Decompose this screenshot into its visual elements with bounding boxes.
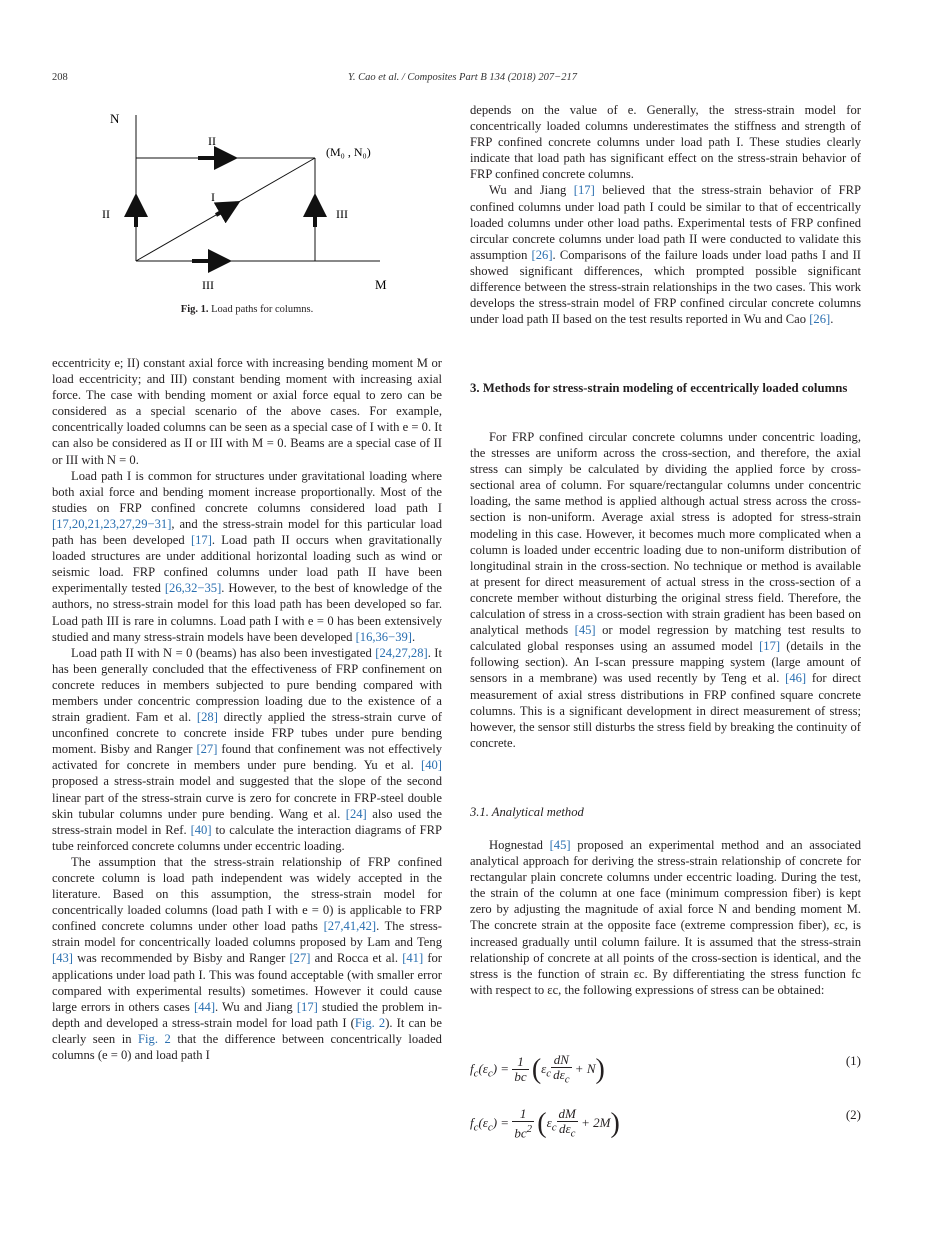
section-3-1-heading: 3.1. Analytical method bbox=[470, 805, 584, 819]
point-label: (M₀ , N₀) bbox=[326, 145, 371, 159]
right-paragraph-1: depends on the value of e. Generally, the stress-strain model for concentrically loaded columns underestimates the stiffness and strength of FRP confined concrete columns under load path I. These studies clearly indicate that load path has significant effect on the stress-strain behavior of FRP confined concrete columns. bbox=[470, 103, 861, 182]
label-diagonal: I bbox=[211, 190, 215, 204]
citation-link[interactable]: [17] bbox=[296, 999, 318, 1014]
right-column-section31 bbox=[470, 837, 861, 998]
citation-link[interactable]: [26] bbox=[531, 247, 553, 262]
label-top: II bbox=[208, 134, 216, 148]
citation-link[interactable]: [27] bbox=[289, 951, 311, 966]
equation-2 bbox=[470, 1098, 861, 1141]
equation-1 bbox=[470, 1044, 861, 1086]
axis-n-label: N bbox=[110, 111, 120, 126]
page-number: 208 bbox=[52, 72, 68, 83]
figure-link[interactable]: Fig. 2 bbox=[354, 1015, 386, 1030]
equation-1-expression: $f_c(\varepsilon_c)$ = $\frac{1}{bc}$ ($\varepsilon_c$ $\frac{dN}{d\varepsilon_c}$ + N) bbox=[470, 1052, 605, 1086]
load-path-figure bbox=[90, 105, 410, 300]
citation-link[interactable]: [17,20,21,23,27,29−31] bbox=[52, 516, 172, 531]
figure-link[interactable]: Fig. 2 bbox=[138, 1031, 171, 1046]
section-3-heading: 3. Methods for stress-strain modeling of eccentrically loaded columns bbox=[470, 381, 848, 395]
right-paragraph-3: For FRP confined circular concrete columns under concentric loading, the stresses are uniform across the cross-section, and therefore, the axial stress can simply be calculated by dividing the applied force by cross-sectional area of column. For square/rectangular columns under concentric loading, the same method is applied although actual stress across the cross-section is non-uniform. Average axial stress is adopted for stress-strain modeling in this case. However, it becomes much more complicated when a column is loaded under eccentric loading due to non-uniform distribution of longitudinal strain in the cross-section. No technique or method is available at present for direct measurement of actual stress in the cross-section of a concrete member without disturbing the original stress field. Therefore, the calculation of stress in a cross-section with strain gradient has been based on analytical methods [45] or model regression by matching test results to calculated global responses using an assumed model [17] (details in the following section). An I-scan pressure mapping system (large amount of sensors in a membrane) was used recently by Teng et al. [46] for direct measurement of axial stress distributions in FRP confined square concrete columns. This is a significant development in direct measurement of stress; however, the sensor still disturbs the stress field by breaking the continuity of concrete. bbox=[470, 430, 861, 750]
citation-link[interactable]: [45] bbox=[574, 623, 596, 638]
left-paragraph-2: Load path I is common for structures under gravitational loading where both axial force and bending moment increase proportionally. Most of the studies on FRP confined concrete columns considered load path I [17,20,21,23,27,29−31], and the stress-strain model for this particular load path has been developed [17]. Load path II occurs when gravitationally loaded structures are under additional horizontal loading such as wind or seismic load. FRP confined columns under load path II have been experimentally tested [26,32−35]. However, to the best of knowledge of the authors, no stress-strain model for this load path has been developed so far. Load path III is rare in columns. Load path I with e = 0 has been extensively studied and many stress-strain models have been developed [16,36−39]. bbox=[52, 468, 443, 644]
label-left: II bbox=[102, 207, 110, 221]
citation-link[interactable]: [45] bbox=[549, 838, 571, 852]
figure-caption-label: Fig. 1. bbox=[180, 304, 209, 315]
left-paragraph-1: eccentricity e; II) constant axial force with increasing bending moment M or load eccentricity; and III) constant bending moment with increasing axial force. The case with bending moment or axial force equal to zero can be considered as a special scenario of the above cases. For example, concentrically loaded columns can be seen as a special case of I with e = 0. It can also be considered as II or III with M = 0. Beams are a special case of II or III with N = 0. bbox=[52, 356, 442, 467]
right-paragraph-4: Hognestad [45] proposed an experimental method and an associated analytical approach for deriving the stress-strain relationship of concrete for rectangular plain concrete columns under eccentric loading. During the test, the strain of the column at one face (minimum compression fiber) is kept zero by adjusting the magnitude of axial force N and bending moment M. The concrete strain at the opposite face (extreme compression fiber), εc, is increased gradually until column failure. It is assumed that the stress-strain relationship of concrete at all points of the cross-section is identical, and the stress is the function of strain εc. By differentiating the stress function fc with respect to εc, the following expressions of stress can be obtained: bbox=[470, 838, 861, 997]
citation-link[interactable]: [40] bbox=[421, 758, 442, 773]
equation-2-expression: $f_c(\varepsilon_c)$ = $\frac{1}{bc^2}$ ($\varepsilon_c$ $\frac{dM}{d\varepsilon_c}$ + 2M) bbox=[470, 1106, 620, 1141]
label-bottom: III bbox=[202, 278, 214, 292]
left-paragraph-3: Load path II with N = 0 (beams) has also been investigated [24,27,28]. It has been generally concluded that the effectiveness of FRP confinement on concrete reduces in members subjected to pure bending compared with members under concentric compression loading due to the existence of a strain gradient. Fam et al. [28] directly applied the stress-strain curve of unconfined concrete to concrete inside FRP tubes under pure bending moment. Bisby and Ranger [27] found that confinement was not effectively activated for concrete in members under pure bending. Yu et al. [40] proposed a stress-strain model and suggested that the slope of the second linear part of the stress-strain curve is zero for concrete in FRP-steel double skin tubular columns under pure bending. Wang et al. [24] also used the stress-strain model in Ref. [40] to calculate the interaction diagrams of FRP tube reinforced concrete columns under eccentric loading. bbox=[52, 645, 443, 853]
arrow-diagonal bbox=[216, 203, 237, 215]
left-paragraph-4: The assumption that the stress-strain relationship of FRP confined concrete column is load path independent was widely accepted in the literature. Based on this assumption, the stress-strain model for concentrically loaded columns (load path I with e = 0) is applicable to FRP confined concrete columns under other load paths [27,41,42]. The stress-strain model for concentrically loaded columns proposed by Lam and Teng [43] was recommended by Bisby and Ranger [27] and Rocca et al. [41] for applications under load path I. This was found acceptable (with smaller error compared with experimental results) sometimes. However it could cause large errors in others cases [44]. Wu and Jiang [17] studied the problem in-depth and developed a stress-strain model for load path I (Fig. 2). It can be clearly seen in Fig. 2 that the difference between concentrically loaded columns (e = 0) and load path I bbox=[52, 854, 443, 1063]
citation-link[interactable]: [28] bbox=[196, 710, 218, 725]
figure-caption bbox=[52, 304, 442, 315]
citation-link[interactable]: [44] bbox=[194, 999, 216, 1014]
citation-link[interactable]: [46] bbox=[785, 671, 807, 686]
citation-link[interactable]: [17] bbox=[573, 183, 595, 198]
axis-m-label: M bbox=[375, 277, 387, 292]
citation-link[interactable]: [27] bbox=[196, 742, 218, 757]
equation-1-number: (1) bbox=[845, 1053, 861, 1068]
right-column-section3 bbox=[470, 429, 861, 751]
citation-link[interactable]: [24] bbox=[345, 806, 367, 821]
citation-link[interactable]: [17] bbox=[190, 533, 212, 548]
citation-link[interactable]: [26] bbox=[809, 312, 831, 327]
equation-2-number: (2) bbox=[845, 1107, 861, 1122]
citation-link[interactable]: [41] bbox=[402, 951, 424, 966]
right-paragraph-2: Wu and Jiang [17] believed that the stress-strain behavior of FRP confined columns under load path I could be similar to that of eccentrically loaded columns under other load paths. Experimental tests of FRP confined circular concrete columns under load path II were conducted to validate this assumption [26]. Comparisons of the failure loads under load paths I and II showed significant differences, which prompted possible significant difference between the stress-strain relationships in the two cases. This work develops the stress-strain model of FRP confined circular concrete columns under load path II based on the test results reported in Wu and Cao [26]. bbox=[470, 183, 861, 327]
citation-link[interactable]: [24,27,28] bbox=[375, 645, 428, 660]
citation-link[interactable]: [43] bbox=[52, 951, 73, 966]
left-column bbox=[52, 355, 442, 1063]
citation-link[interactable]: [17] bbox=[759, 639, 781, 654]
right-column-top bbox=[470, 102, 861, 327]
citation-link[interactable]: [26,32−35] bbox=[164, 581, 222, 596]
figure-caption-text: Load paths for columns. bbox=[211, 304, 314, 315]
journal-header: Y. Cao et al. / Composites Part B 134 (2018) 207−217 bbox=[348, 72, 577, 83]
citation-link[interactable]: [27,41,42] bbox=[323, 919, 377, 934]
citation-link[interactable]: [40] bbox=[190, 822, 212, 837]
label-right: III bbox=[336, 207, 348, 221]
citation-link[interactable]: [16,36−39] bbox=[355, 629, 412, 644]
